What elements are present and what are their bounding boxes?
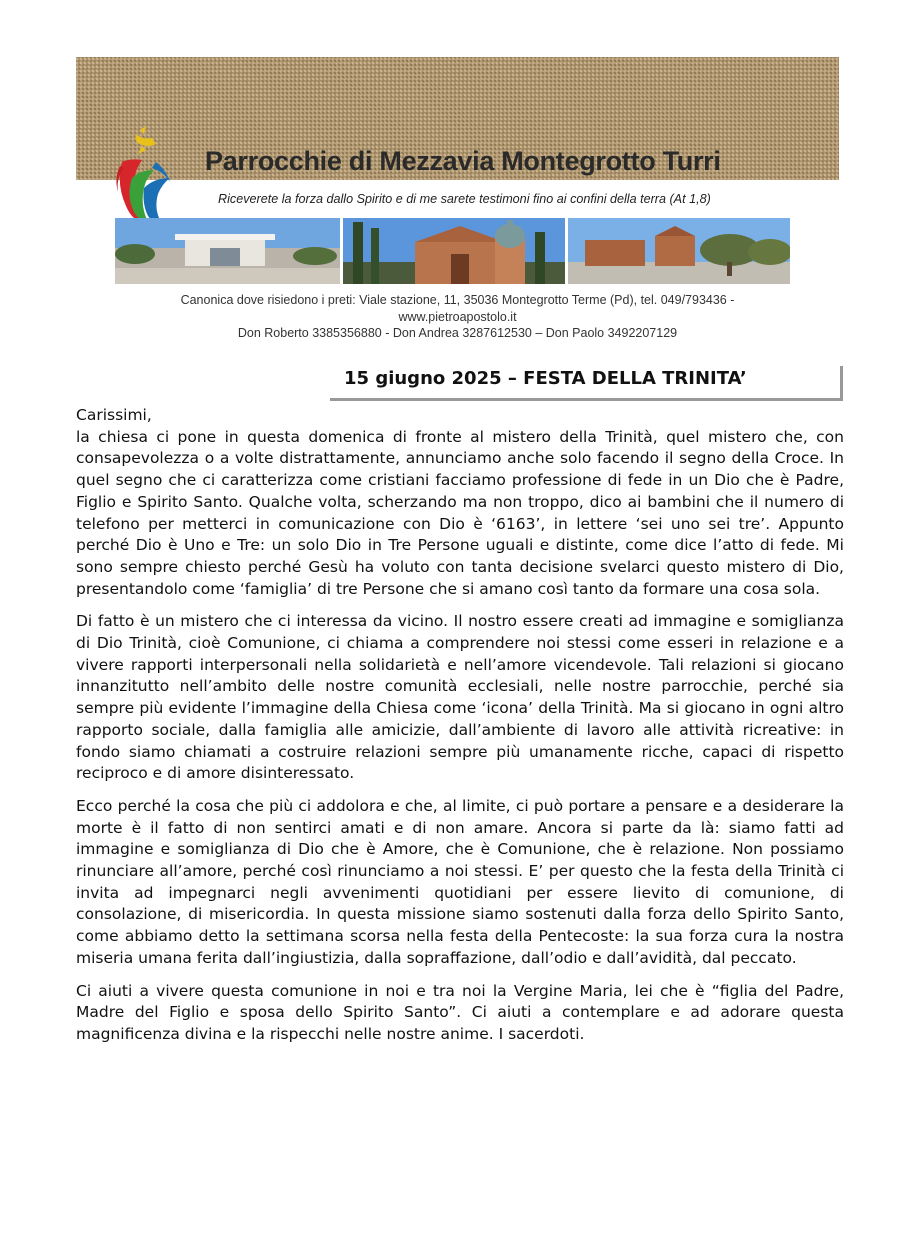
parish-motto: Riceverete la forza dallo Spirito e di me sarete testimoni fino ai confini della terra (At 1,8) xyxy=(218,192,711,206)
address-line: Canonica dove risiedono i preti: Viale stazione, 11, 35036 Montegrotto Terme (Pd), tel. 049/793436 - xyxy=(180,293,735,307)
parish-title: Parrocchie di Mezzavia Montegrotto Turri xyxy=(205,146,721,176)
paragraph-3: Ecco perché la cosa che più ci addolora e che, al limite, ci può portare a pensare e a desiderare la morte è il fatto di non sentirci amati e di non amare. Ancora si parte da là: siamo fatti ad immagine e somiglianza di Dio che è Amore, che è Comunione, che è relazione. Non possiamo rinunciare all’amore, perché così rinunciamo a noi stessi. E’ per questo che la festa della Trinità ci invita ad impegnarci negli avvenimenti quotidiani per essere lievito di comunione, di consolazione, di misericordia. In questa missione siamo sostenuti dalla forza dello Spirito Santo, come abbiamo detto la settimana scorsa nella festa della Pentecoste: la sua forza cura la nostra miseria umana ferita dall’ingiustizia, dalla sopraffazione, dall’odio e dall’avidità, dal peccato. xyxy=(76,796,844,967)
paragraph-1: la chiesa ci pone in questa domenica di fronte al mistero della Trinità, quel mistero che, con consapevolezza o a volte distrattamente, annunciamo anche solo facendo il segno della Croce. In quel segno che ci caratterizza come cristiani facciamo professione di fede in un Dio che è Padre, Figlio e Spirito Santo. Qualche volta, scherzando ma non troppo, dico ai bambini che il numero di telefono per metterci in comunicazione con Dio è ‘6163’, in lettere ‘sei uno sei tre’. Appunto perché Dio è Uno e Tre: un solo Dio in Tre Persone uguali e distinte, come dice l’atto di fede. Mi sono sempre chiesto perché Gesù ha voluto con tanta decisione svelarci questo mistero di Dio, presentandolo come ‘famiglia’ di tre Persone che si amano così tanto da formare una cosa sola. xyxy=(76,427,844,598)
website-line: www.pietroapostolo.it xyxy=(398,309,517,324)
title-underline-rule xyxy=(330,398,843,401)
priests-phone-line: Don Roberto 3385356880 - Don Andrea 3287612530 – Don Paolo 3492207129 xyxy=(237,326,678,340)
contact-address-block xyxy=(76,292,839,342)
paragraph-4: Ci aiuti a vivere questa comunione in noi e tra noi la Vergine Maria, lei che è “figlia del Padre, Madre del Figlio e sposa dello Spirito Santo”. Ci aiuti a contemplare e ad adorare questa magnificenza divina e la rispecchi nelle nostre anime. I sacerdoti. xyxy=(76,981,844,1043)
title-shadow-rule xyxy=(840,366,843,400)
page-title: 15 giugno 2025 – FESTA DELLA TRINITA’ xyxy=(344,368,747,389)
church-photo-strip xyxy=(115,218,790,284)
letter-greeting: Carissimi, xyxy=(76,406,152,424)
paragraph-2: Di fatto è un mistero che ci interessa da vicino. Il nostro essere creati ad immagine e somiglianza di Dio Trinità, cioè Comunione, ci chiama a comprendere noi stessi come esseri in relazione e a vivere rapporti interpersonali nella solidarietà e nell’amore vicendevole. Tali relazioni si giocano innanzitutto nell’ambito delle nostre comunità ecclesiali, nelle nostre parrocchie, perché sia sempre più evidente l’immagine della Chiesa come ‘icona’ della Trinità. Ma si giocano in ogni altro rapporto sociale, dalla famiglia alle amicizie, dall’ambiente di lavoro alle attività ricreative: in fondo siamo chiamati a costruire relazioni sempre più umanamente ricche, capaci di rispetto reciproco e di amore disinteressato. xyxy=(76,612,844,783)
letter-body xyxy=(76,405,844,1046)
dove-flame-logo-icon xyxy=(112,122,176,227)
